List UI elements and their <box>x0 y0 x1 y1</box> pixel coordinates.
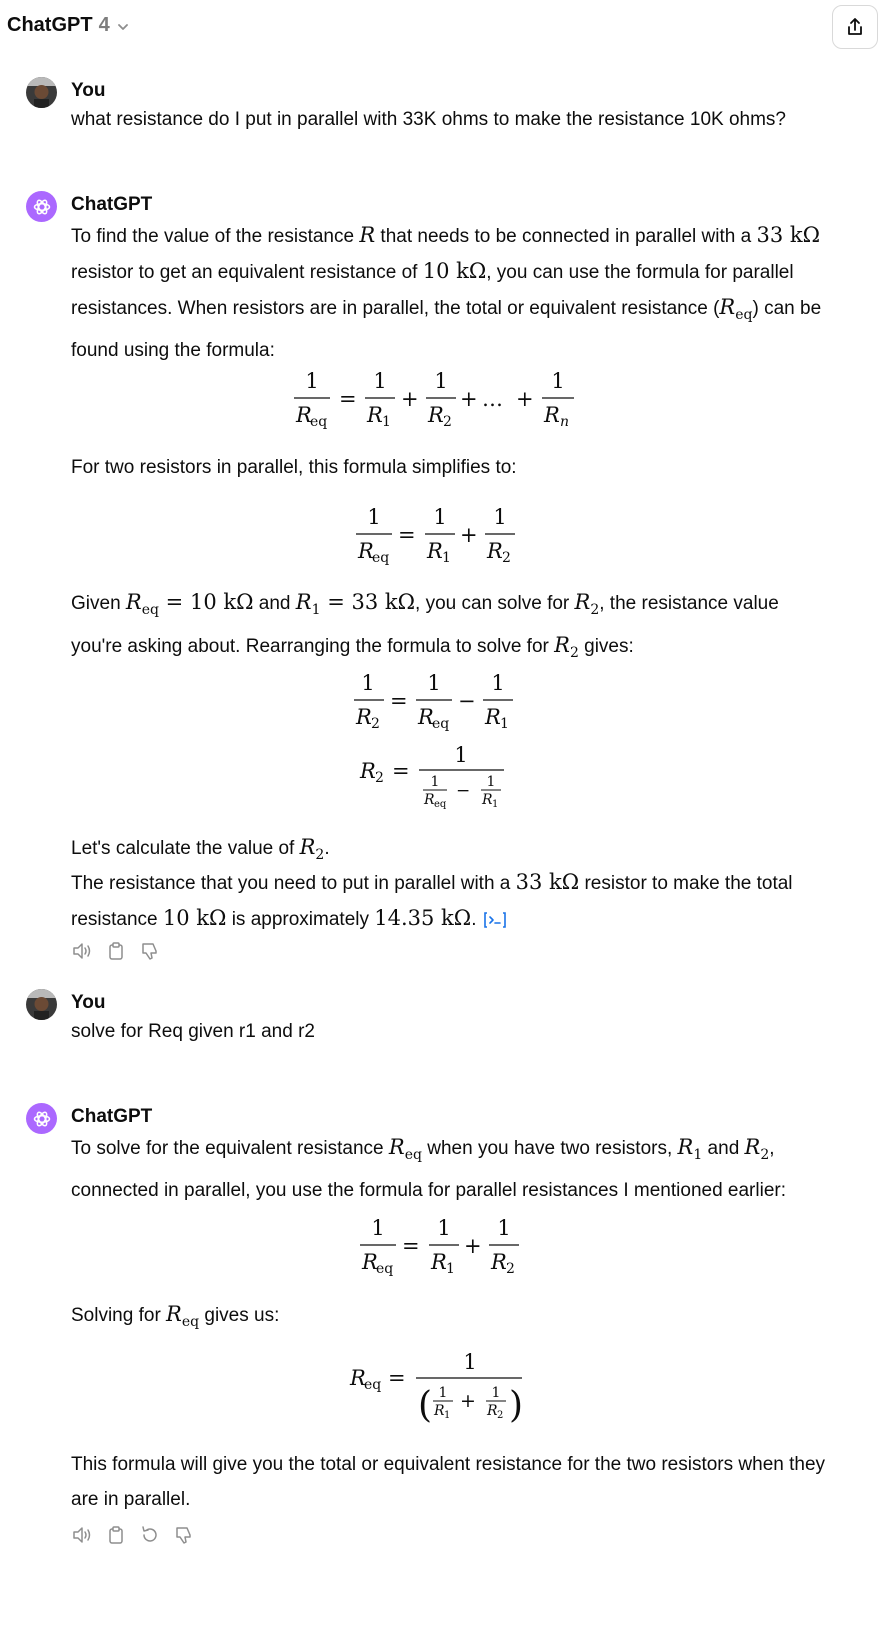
text-span: gives: <box>578 636 634 657</box>
svg-text:R: R <box>431 1250 447 1274</box>
svg-text:2: 2 <box>506 1261 515 1277</box>
svg-text:R: R <box>296 403 312 427</box>
svg-text:R: R <box>350 1366 366 1390</box>
svg-text:n: n <box>560 414 570 430</box>
text-span: To find the value of the resistance <box>71 226 360 247</box>
svg-text:1: 1 <box>444 1410 451 1421</box>
math-req: $R_{eq}$ <box>166 1302 200 1330</box>
svg-text:eq: eq <box>364 1377 382 1393</box>
text-span: and <box>702 1138 745 1159</box>
text-span: , connected in parallel, you use the formula for parallel resistances I mentioned earlier: <box>71 1138 786 1201</box>
svg-text:1: 1 <box>438 1385 448 1401</box>
svg-text:=: = <box>398 523 416 547</box>
svg-text:1: 1 <box>434 369 448 393</box>
svg-text:2: 2 <box>371 716 380 732</box>
svg-text:): ) <box>509 1385 524 1426</box>
message-paragraph <box>71 1130 841 1208</box>
svg-text:=: = <box>339 387 357 411</box>
svg-text:2: 2 <box>443 414 452 430</box>
message-paragraph <box>71 218 831 368</box>
math-r2: $R_2$ <box>554 633 579 661</box>
svg-text:+: + <box>460 523 478 547</box>
math-req: $R_{eq}$ <box>388 1135 422 1163</box>
text-span: gives us: <box>199 1305 280 1326</box>
svg-text:1: 1 <box>373 369 387 393</box>
svg-text:2: 2 <box>497 1410 504 1421</box>
svg-text:+: + <box>401 387 419 411</box>
svg-text:…: … <box>482 387 503 411</box>
message-text: solve for Req given r1 and r2 <box>71 1021 315 1042</box>
svg-text:−: − <box>458 689 476 713</box>
svg-text:1: 1 <box>491 1385 501 1401</box>
math-r2: $R_2$ <box>744 1135 770 1163</box>
svg-text:1: 1 <box>551 369 565 393</box>
math-r: R <box>359 223 376 247</box>
text-span: . <box>324 838 330 859</box>
text-span: The resistance that you need to put in parallel with a <box>71 873 516 894</box>
math-equals: = 10 kΩ <box>165 590 254 614</box>
svg-text:+: + <box>516 387 534 411</box>
svg-text:+: + <box>460 1390 476 1412</box>
text-span: , you can solve for <box>415 593 575 614</box>
math-value-result: 14.35 kΩ <box>374 906 472 930</box>
code-citation-icon[interactable] <box>482 910 508 930</box>
openai-logo-icon <box>26 191 57 222</box>
model-name: ChatGPT <box>7 14 93 36</box>
svg-text:R: R <box>487 1403 498 1419</box>
svg-text:2: 2 <box>375 770 384 786</box>
math-value-33k: 33 kΩ <box>756 223 821 247</box>
svg-text:1: 1 <box>486 774 496 790</box>
math-r1: $R_1$ <box>295 590 321 618</box>
svg-text:R: R <box>482 792 493 808</box>
svg-text:R: R <box>544 403 560 427</box>
svg-text:1: 1 <box>491 671 505 695</box>
copy-icon[interactable] <box>105 940 127 962</box>
header <box>0 0 884 56</box>
equation-r2-result <box>358 740 518 814</box>
svg-text:eq: eq <box>310 414 328 430</box>
text-span: and <box>253 593 296 614</box>
math-value-10k: 10 kΩ <box>422 259 487 283</box>
thumbs-down-icon[interactable] <box>173 1524 195 1546</box>
math-equals: = 33 kΩ <box>327 590 416 614</box>
speaker-icon[interactable] <box>71 1524 93 1546</box>
message-actions <box>71 940 161 962</box>
text-span: To solve for the equivalent resistance <box>71 1138 389 1159</box>
svg-text:=: = <box>392 759 410 783</box>
svg-text:=: = <box>388 1366 406 1390</box>
svg-text:1: 1 <box>437 1216 451 1240</box>
svg-text:R: R <box>418 705 434 729</box>
svg-text:1: 1 <box>500 716 509 732</box>
equation-two-resistors-repeat <box>356 1213 526 1279</box>
svg-text:R: R <box>360 759 376 783</box>
message-paragraph: This formula will give you the total or equivalent resistance for the two resistors when they are in parallel. <box>71 1454 826 1510</box>
svg-text:=: = <box>390 689 408 713</box>
text-span: resistor to make the total resistance <box>71 873 793 930</box>
svg-text:1: 1 <box>430 774 440 790</box>
svg-text:−: − <box>456 781 471 801</box>
svg-text:eq: eq <box>432 716 450 732</box>
text-span: Given <box>71 593 126 614</box>
svg-text:R: R <box>485 705 501 729</box>
svg-text:R: R <box>424 792 435 808</box>
svg-text:R: R <box>362 1250 378 1274</box>
text-span: resistor to get an equivalent resistance of <box>71 262 423 283</box>
thumbs-down-icon[interactable] <box>139 940 161 962</box>
text-span: , the resistance value you're asking about. Rearranging the formula to solve for <box>71 593 779 657</box>
math-value-10k: 10 kΩ <box>162 906 227 930</box>
svg-text:2: 2 <box>502 550 511 566</box>
svg-text:+: + <box>464 1234 482 1258</box>
equation-req-result <box>348 1345 528 1429</box>
svg-text:1: 1 <box>427 671 441 695</box>
text-span: , you can use the formula for parallel resistances. When resistors are in parallel, the total or equivalent resistance ( <box>71 262 794 319</box>
svg-text:1: 1 <box>492 799 499 810</box>
svg-text:=: = <box>402 1234 420 1258</box>
text-span: is approximately <box>226 909 375 930</box>
svg-text:R: R <box>427 539 443 563</box>
equation-parallel-general <box>290 366 590 432</box>
regenerate-icon[interactable] <box>139 1524 161 1546</box>
math-value-33k: 33 kΩ <box>515 870 580 894</box>
chevron-down-icon <box>116 20 130 34</box>
text-span: ) can be found using the formula: <box>71 298 822 361</box>
text-span: when you have two resistors, <box>421 1138 678 1159</box>
equation-two-resistors <box>352 502 522 568</box>
math-r1: $R_1$ <box>677 1135 703 1163</box>
svg-text:1: 1 <box>433 505 447 529</box>
svg-text:1: 1 <box>371 1216 385 1240</box>
svg-text:1: 1 <box>497 1216 511 1240</box>
svg-text:1: 1 <box>454 743 468 767</box>
model-version: 4 <box>98 14 110 36</box>
svg-text:R: R <box>487 539 503 563</box>
svg-text:R: R <box>428 403 444 427</box>
message-author: ChatGPT <box>71 1106 153 1127</box>
message-actions <box>71 1524 195 1546</box>
svg-text:+: + <box>460 387 478 411</box>
message-paragraph <box>71 1297 841 1340</box>
avatar <box>26 989 57 1020</box>
text-span: . <box>471 909 477 930</box>
svg-text:eq: eq <box>376 1261 394 1277</box>
svg-text:1: 1 <box>367 505 381 529</box>
message-author: You <box>71 992 106 1013</box>
text-span: Solving for <box>71 1305 167 1326</box>
svg-text:eq: eq <box>434 799 447 810</box>
svg-text:1: 1 <box>493 505 507 529</box>
text-span: Let's calculate the value of <box>71 838 300 859</box>
svg-text:R: R <box>434 1403 445 1419</box>
message-text: what resistance do I put in parallel with 33K ohms to make the resistance 10K ohms? <box>71 109 786 130</box>
avatar <box>26 77 57 108</box>
speaker-icon[interactable] <box>71 940 93 962</box>
svg-text:1: 1 <box>382 414 391 430</box>
svg-text:1: 1 <box>463 1350 477 1374</box>
svg-text:R: R <box>491 1250 507 1274</box>
math-req: $R_{eq}$ <box>719 295 753 323</box>
svg-text:(: ( <box>418 1385 433 1426</box>
math-req: $R_{eq}$ <box>125 590 159 618</box>
svg-text:1: 1 <box>442 550 451 566</box>
message-author: ChatGPT <box>71 194 153 215</box>
message-paragraph <box>71 865 831 937</box>
svg-text:R: R <box>356 705 372 729</box>
text-span: that needs to be connected in parallel with a <box>375 226 752 247</box>
svg-text:R: R <box>358 539 374 563</box>
svg-text:1: 1 <box>446 1261 455 1277</box>
model-selector[interactable] <box>7 14 130 37</box>
message-paragraph: For two resistors in parallel, this formula simplifies to: <box>71 457 517 478</box>
share-icon <box>844 16 866 38</box>
svg-text:R: R <box>367 403 383 427</box>
math-r2: $R_2$ <box>574 590 600 618</box>
svg-text:eq: eq <box>372 550 390 566</box>
copy-icon[interactable] <box>105 1524 127 1546</box>
math-r2: $R_2$ <box>299 835 325 863</box>
svg-text:1: 1 <box>361 671 375 695</box>
openai-logo-icon <box>26 1103 57 1134</box>
svg-text:1: 1 <box>305 369 319 393</box>
message-paragraph <box>71 585 831 671</box>
share-button[interactable] <box>832 5 878 49</box>
message-author: You <box>71 80 106 101</box>
equation-solve-r2 <box>352 668 522 734</box>
